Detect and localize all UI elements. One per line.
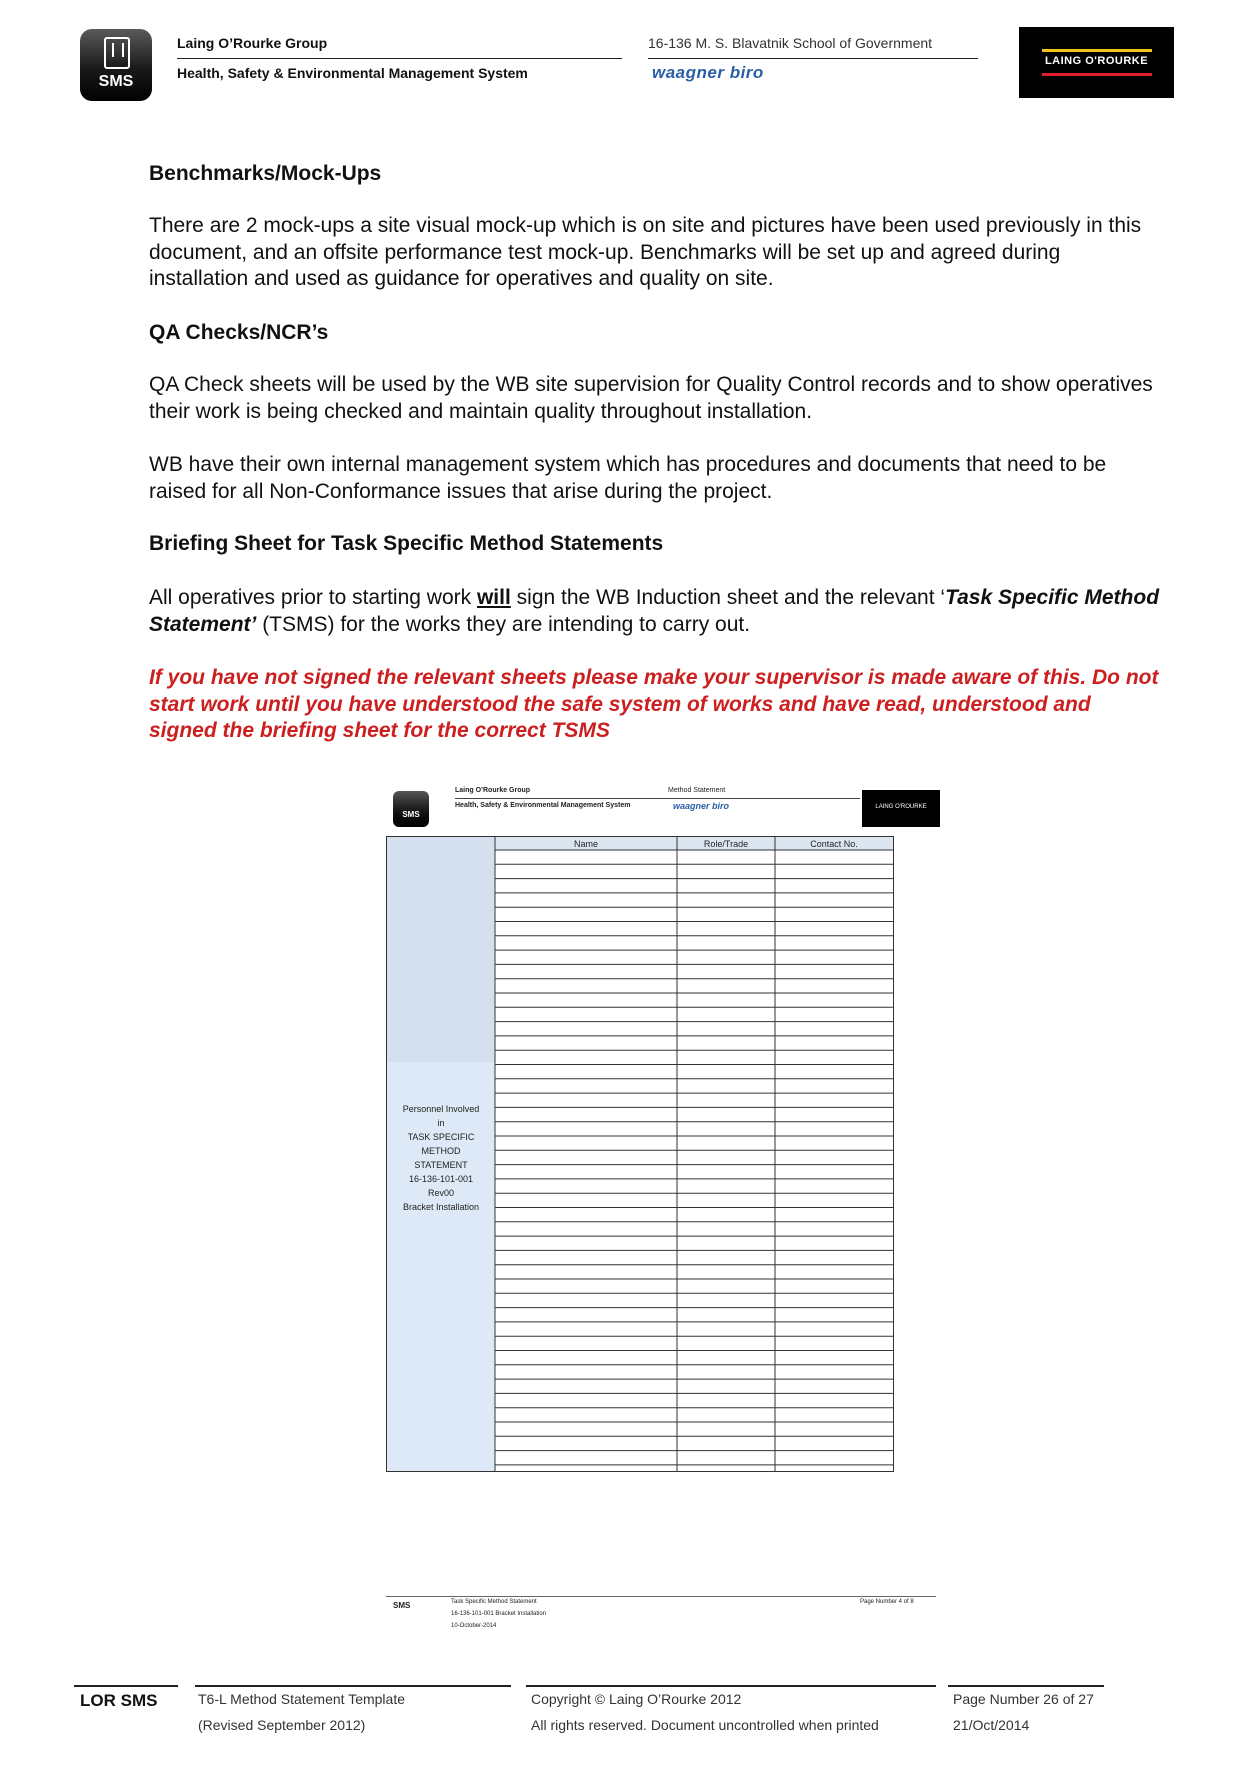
form-doc-type: Method Statement <box>668 787 726 794</box>
footer-date: 21/Oct/2014 <box>953 1717 1030 1733</box>
header-divider-left <box>177 58 622 59</box>
personnel-sign-off-table <box>386 836 894 1472</box>
column-role-trade: Role/Trade <box>703 839 749 849</box>
column-name: Name <box>573 839 599 849</box>
system-name: Health, Safety & Environmental Management System <box>177 65 528 81</box>
side-label-line: TASK SPECIFIC <box>407 1132 475 1142</box>
form-footer-page: Page Number 4 of 8 <box>860 1599 914 1605</box>
footer-rights: All rights reserved. Document uncontrolled when printed <box>531 1717 879 1733</box>
form-footer-divider <box>386 1596 936 1597</box>
side-label-line: Rev00 <box>427 1188 455 1198</box>
form-waagner-biro-logo: waagner biro <box>673 801 730 811</box>
document-icon <box>104 37 130 69</box>
side-label-line: in <box>437 1118 445 1128</box>
lor-logo-text: LAING O'ROURKE <box>1044 55 1149 67</box>
briefing-text-a: All operatives prior to starting work <box>149 586 477 609</box>
footer-copyright: Copyright © Laing O’Rourke 2012 <box>531 1691 742 1707</box>
heading-benchmarks: Benchmarks/Mock-Ups <box>149 162 382 185</box>
form-company-name: Laing O’Rourke Group <box>455 787 531 794</box>
form-lor-logo-text: LAING O'ROURKE <box>875 804 927 810</box>
footer-lor-sms: LOR SMS <box>80 1691 158 1710</box>
form-footer-ref: 16-136-101-001 Bracket Installation <box>451 1611 547 1617</box>
laing-orourke-logo <box>1019 27 1174 98</box>
footer-revised: (Revised September 2012) <box>198 1717 366 1733</box>
column-contact-no: Contact No. <box>810 839 858 849</box>
paragraph-wb-management: WB have their own internal management system which has procedures and documents that need to be raised for all Non-Conformance issues that arise during the project. <box>149 453 1107 503</box>
briefing-text-will: will <box>476 586 511 609</box>
side-label-line: Bracket Installation <box>402 1202 480 1212</box>
side-label-line: STATEMENT <box>414 1160 468 1170</box>
side-label-line: Personnel Involved <box>402 1104 480 1114</box>
sms-logo-text: SMS <box>98 73 134 90</box>
sms-logo <box>80 29 152 101</box>
heading-briefing-sheet: Briefing Sheet for Task Specific Method Statements <box>149 532 664 555</box>
briefing-text-c: sign the WB Induction sheet and the relevant ‘ <box>510 586 946 609</box>
company-name: Laing O’Rourke Group <box>177 35 328 51</box>
form-sms-logo-text: SMS <box>402 810 420 819</box>
side-panel-upper <box>387 837 495 1062</box>
footer-page-number: Page Number 26 of 27 <box>953 1691 1094 1707</box>
form-footer-date: 10-October-2014 <box>451 1623 497 1629</box>
form-sms-logo <box>393 791 429 827</box>
footer-line-3 <box>526 1685 936 1687</box>
warning-paragraph: If you have not signed the relevant sheets please make your supervisor is made aware of this. Do not start work until you have understood the safe system of works and have read, understood and signed the briefing sheet for the correct TSMS <box>149 666 1159 742</box>
paragraph-qa-checks: QA Check sheets will be used by the WB site supervision for Quality Control records and to show operatives their work is being checked and maintain quality throughout installation. <box>149 373 1153 423</box>
form-footer-title: Task Specific Method Statement <box>451 1599 537 1605</box>
paragraph-briefing <box>149 585 1159 638</box>
footer-line-2 <box>195 1685 511 1687</box>
footer-line-4 <box>948 1685 1104 1687</box>
paragraph-benchmarks: There are 2 mock-ups a site visual mock-up which is on site and pictures have been used previously in this document, and an offsite performance test mock-up. Benchmarks will be set up and agreed during installation and used as guidance for operatives and quality on site. <box>149 214 1142 290</box>
briefing-text-tsms: Task Specific Method Statement’ <box>149 586 1160 636</box>
footer-template: T6-L Method Statement Template <box>198 1691 405 1707</box>
side-label-line: METHOD <box>421 1146 461 1156</box>
form-system-name: Health, Safety & Environmental Management System <box>455 802 631 809</box>
form-footer-logo: SMS <box>393 1601 411 1610</box>
footer-line-1 <box>74 1685 178 1687</box>
briefing-text-e: (TSMS) for the works they are intending to carry out. <box>256 612 751 636</box>
form-header-divider <box>455 798 860 799</box>
waagner-biro-logo: waagner biro <box>652 63 764 82</box>
side-label-line: 16-136-101-001 <box>408 1174 474 1184</box>
project-title: 16-136 M. S. Blavatnik School of Government <box>648 35 933 51</box>
header-divider-right <box>648 58 978 59</box>
heading-qa-checks: QA Checks/NCR’s <box>149 321 329 344</box>
form-lor-logo <box>862 790 940 827</box>
